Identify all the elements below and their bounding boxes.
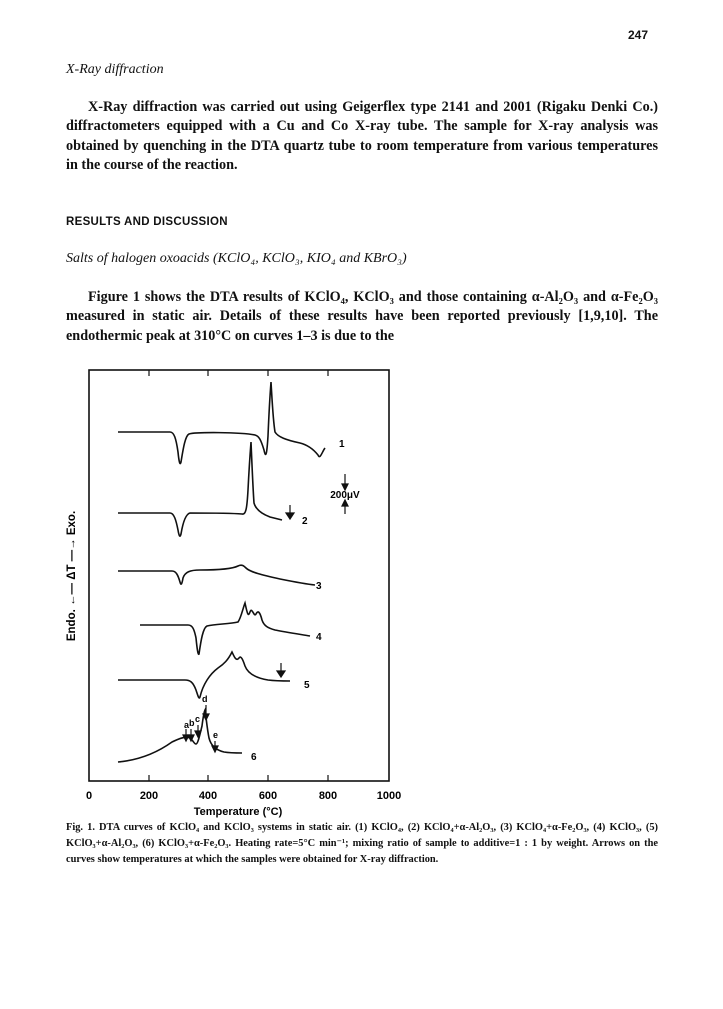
- curve-label-5: 5: [304, 680, 310, 691]
- curve6-point-label: d: [202, 694, 208, 704]
- xray-heading: X-Ray diffraction: [66, 62, 164, 77]
- curve6-point-label: b: [189, 718, 195, 728]
- scale-bar-label: 200μV: [330, 490, 360, 501]
- curve-label-6: 6: [251, 752, 257, 763]
- x-tick-label: 800: [318, 790, 338, 802]
- curve6-point-label: e: [213, 730, 219, 740]
- y-axis-label: Endo. ←— ΔT —→ Exo.: [66, 510, 78, 642]
- top-ticks: [149, 370, 328, 376]
- x-tick-label: 0: [85, 790, 93, 802]
- results-heading: RESULTS AND DISCUSSION: [66, 216, 228, 228]
- curve-label-3: 3: [316, 581, 322, 592]
- xray-paragraph-text: X-Ray diffraction was carried out using Geigerflex type 2141 and 2001 (Rigaku Denki Co.) diffractometers equipped with a Cu and Co X-ray tube. The sample for X-ray analysis was obtained by quenching in the DTA quartz tube to room temperature from various temperatures in the course of the reaction.: [66, 99, 658, 174]
- results-paragraph: [66, 288, 658, 346]
- figure-caption-text: Fig. 1. DTA curves of KClO₄ and KClO₃ systems in static air. (1) KClO₄, (2) KClO₄+α-Al₂O₃, (3) KClO₄+α-Fe₂O₃, (4) KClO₃, (5) KClO₃+α-Al₂O₃, (6) KClO₃+α-Fe₂O₃. Heating rate=5°C min⁻¹; mixing ratio of sample to additive=1 : 1 by weight. Arrows on the curves show temperatures at which the samples were obtained for X-ray diffraction.: [66, 822, 658, 866]
- figure-caption: [66, 820, 658, 869]
- page-number: 247: [628, 28, 649, 42]
- dta-figure: [0, 360, 723, 820]
- x-axis-label: Temperature (°C): [193, 806, 283, 818]
- x-tick-label: 200: [139, 790, 159, 802]
- curve6-point-label: a: [184, 720, 190, 730]
- dta-curve-6: [118, 710, 242, 762]
- curve-label-4: 4: [316, 632, 322, 643]
- curve-label-2: 2: [302, 516, 308, 527]
- dta-curve-5: [118, 652, 290, 698]
- dta-curve-4: [140, 603, 310, 654]
- x-tick-label: 1000: [376, 790, 402, 802]
- bottom-ticks: [149, 775, 328, 781]
- dta-curve-2: [118, 442, 282, 536]
- x-tick-label: 400: [198, 790, 218, 802]
- dta-curve-1: [118, 382, 325, 464]
- results-paragraph-text: Figure 1 shows the DTA results of KClO₄, KClO₃ and those containing α-Al₂O₃ and α-Fe₂O₃ measured in static air. Details of these results have been reported previously [1,9,10]. The endothermic peak at 310°C on curves 1–3 is due to the: [66, 289, 658, 344]
- results-subheading: Salts of halogen oxoacids (KClO₄, KClO₃, KIO₄ and KBrO₃): [66, 251, 407, 266]
- dta-curve-3: [118, 565, 315, 585]
- curve6-point-label: c: [195, 714, 201, 724]
- xray-paragraph: [66, 98, 658, 176]
- curve-label-1: 1: [339, 439, 345, 450]
- x-tick-label: 600: [258, 790, 278, 802]
